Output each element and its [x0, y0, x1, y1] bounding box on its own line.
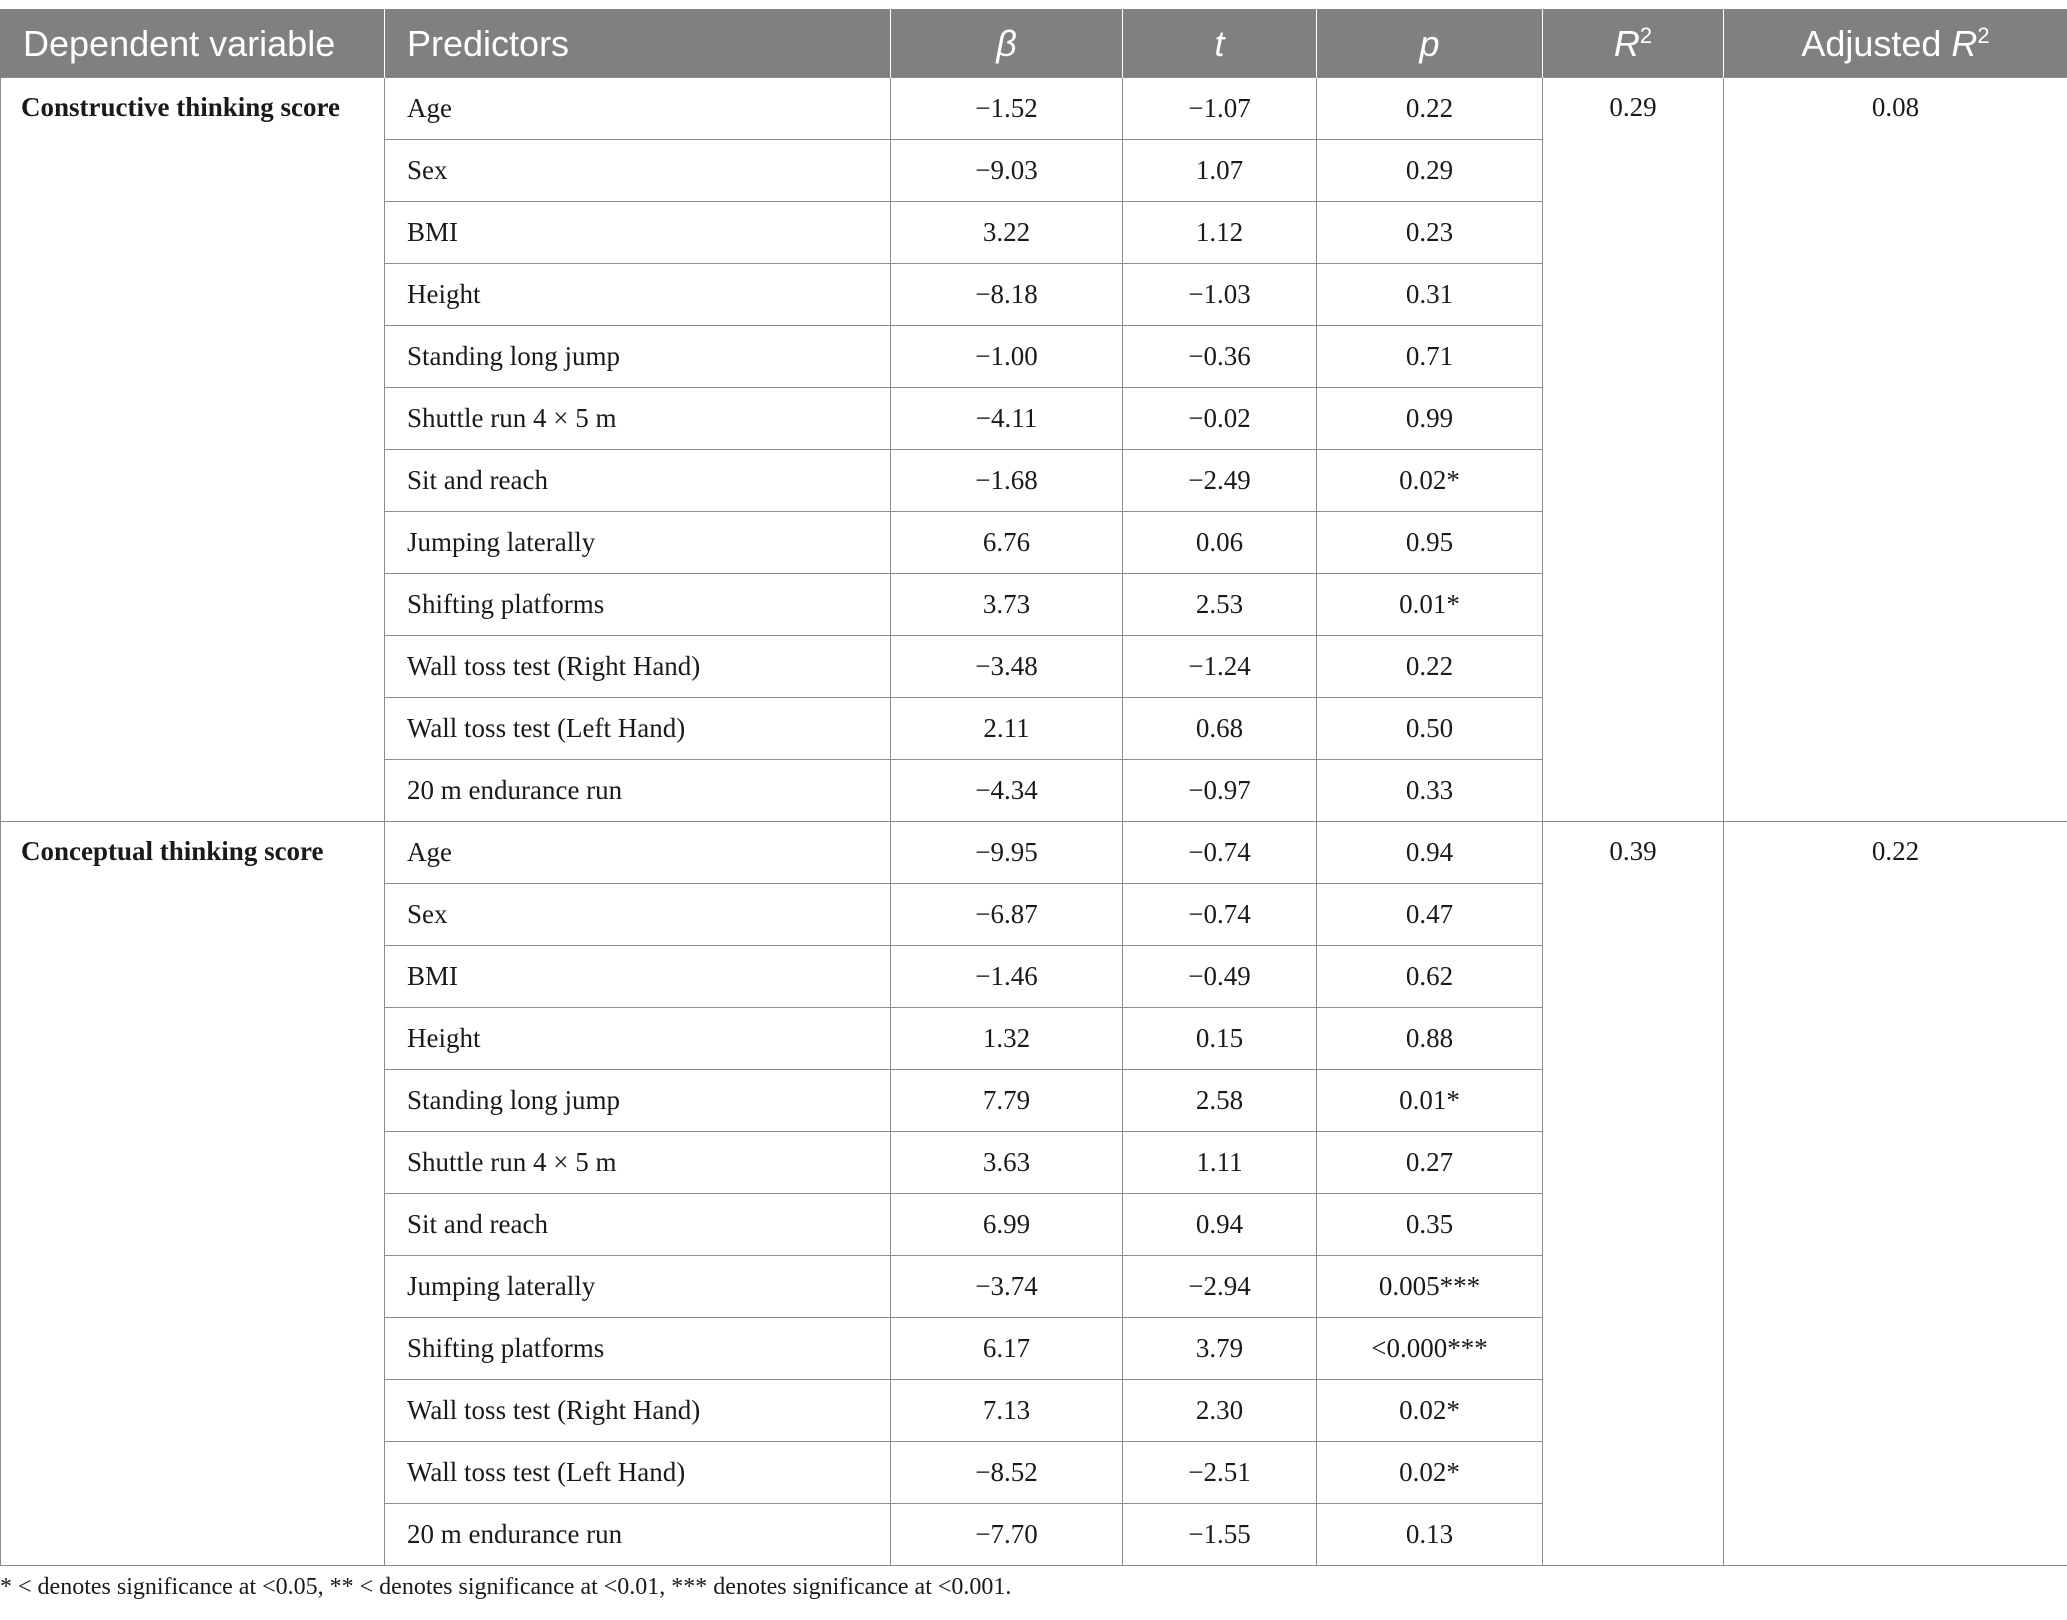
beta-cell: −1.46 — [891, 946, 1123, 1008]
r-squared-cell: 0.29 — [1543, 78, 1724, 822]
p-cell: 0.22 — [1317, 78, 1543, 140]
p-cell: 0.33 — [1317, 760, 1543, 822]
p-cell: 0.01* — [1317, 1070, 1543, 1132]
predictor-cell: Jumping laterally — [385, 512, 891, 574]
table-row — [1, 78, 2067, 140]
p-cell: 0.22 — [1317, 636, 1543, 698]
p-cell: 0.71 — [1317, 326, 1543, 388]
header-r-squared-var: R — [1613, 22, 1640, 64]
p-cell: 0.02* — [1317, 1442, 1543, 1504]
beta-cell: 3.22 — [891, 202, 1123, 264]
beta-cell: 6.76 — [891, 512, 1123, 574]
t-cell: 1.07 — [1123, 140, 1317, 202]
r-squared-cell: 0.39 — [1543, 822, 1724, 1566]
header-p-label: p — [1419, 22, 1440, 64]
beta-cell: −9.95 — [891, 822, 1123, 884]
p-cell: 0.13 — [1317, 1504, 1543, 1566]
beta-cell: −9.03 — [891, 140, 1123, 202]
table-body — [1, 78, 2067, 1566]
beta-cell: −7.70 — [891, 1504, 1123, 1566]
p-cell: 0.94 — [1317, 822, 1543, 884]
header-r-squared — [1543, 10, 1724, 78]
beta-cell: −1.00 — [891, 326, 1123, 388]
p-cell: 0.31 — [1317, 264, 1543, 326]
beta-cell: −3.74 — [891, 1256, 1123, 1318]
t-cell: −1.55 — [1123, 1504, 1317, 1566]
predictor-cell: Sit and reach — [385, 450, 891, 512]
t-cell: 0.06 — [1123, 512, 1317, 574]
predictor-cell: Shifting platforms — [385, 574, 891, 636]
p-cell: 0.23 — [1317, 202, 1543, 264]
predictor-cell: 20 m endurance run — [385, 760, 891, 822]
t-cell: 1.11 — [1123, 1132, 1317, 1194]
t-cell: −1.24 — [1123, 636, 1317, 698]
header-adjusted-r-squared — [1724, 10, 2067, 78]
beta-cell: 6.17 — [891, 1318, 1123, 1380]
predictor-cell: Age — [385, 78, 891, 140]
t-cell: −2.94 — [1123, 1256, 1317, 1318]
table-header — [1, 10, 2067, 78]
p-cell: <0.000*** — [1317, 1318, 1543, 1380]
header-predictors: Predictors — [385, 10, 891, 78]
dependent-variable-cell: Conceptual thinking score — [1, 822, 385, 1566]
beta-cell: −1.52 — [891, 78, 1123, 140]
t-cell: 2.53 — [1123, 574, 1317, 636]
header-adjusted-label: Adjusted — [1801, 22, 1952, 64]
regression-table — [0, 9, 2067, 1566]
beta-cell: 3.63 — [891, 1132, 1123, 1194]
p-cell: 0.005*** — [1317, 1256, 1543, 1318]
predictor-cell: Wall toss test (Left Hand) — [385, 1442, 891, 1504]
beta-cell: −3.48 — [891, 636, 1123, 698]
beta-cell: 2.11 — [891, 698, 1123, 760]
p-cell: 0.29 — [1317, 140, 1543, 202]
t-cell: −1.03 — [1123, 264, 1317, 326]
t-cell: −1.07 — [1123, 78, 1317, 140]
adjusted-r-squared-cell: 0.08 — [1724, 78, 2067, 822]
beta-cell: −8.52 — [891, 1442, 1123, 1504]
p-cell: 0.02* — [1317, 450, 1543, 512]
beta-cell: −4.11 — [891, 388, 1123, 450]
predictor-cell: Sit and reach — [385, 1194, 891, 1256]
beta-cell: 6.99 — [891, 1194, 1123, 1256]
header-adjusted-r-exp: 2 — [1977, 22, 1990, 48]
p-cell: 0.95 — [1317, 512, 1543, 574]
beta-cell: −1.68 — [891, 450, 1123, 512]
beta-cell: 7.13 — [891, 1380, 1123, 1442]
t-cell: 3.79 — [1123, 1318, 1317, 1380]
t-cell: 1.12 — [1123, 202, 1317, 264]
beta-cell: −6.87 — [891, 884, 1123, 946]
t-cell: −0.36 — [1123, 326, 1317, 388]
t-cell: 2.58 — [1123, 1070, 1317, 1132]
predictor-cell: Shifting platforms — [385, 1318, 891, 1380]
t-cell: −0.02 — [1123, 388, 1317, 450]
t-cell: −0.74 — [1123, 822, 1317, 884]
predictor-cell: Wall toss test (Right Hand) — [385, 1380, 891, 1442]
p-cell: 0.47 — [1317, 884, 1543, 946]
t-cell: −2.49 — [1123, 450, 1317, 512]
predictor-cell: Shuttle run 4 × 5 m — [385, 1132, 891, 1194]
predictor-cell: Standing long jump — [385, 1070, 891, 1132]
header-beta — [891, 10, 1123, 78]
predictor-cell: 20 m endurance run — [385, 1504, 891, 1566]
p-cell: 0.01* — [1317, 574, 1543, 636]
p-cell: 0.27 — [1317, 1132, 1543, 1194]
p-cell: 0.50 — [1317, 698, 1543, 760]
table-footnote: * < denotes significance at <0.05, ** < denotes significance at <0.01, *** denotes significance at <0.001. — [0, 1574, 1012, 1600]
predictor-cell: Sex — [385, 140, 891, 202]
t-cell: −0.97 — [1123, 760, 1317, 822]
predictor-cell: Shuttle run 4 × 5 m — [385, 388, 891, 450]
beta-cell: 7.79 — [891, 1070, 1123, 1132]
predictor-cell: Wall toss test (Right Hand) — [385, 636, 891, 698]
header-beta-label: β — [996, 22, 1017, 64]
predictor-cell: BMI — [385, 946, 891, 1008]
p-cell: 0.02* — [1317, 1380, 1543, 1442]
table-row — [1, 822, 2067, 884]
predictor-cell: Height — [385, 264, 891, 326]
predictor-cell: Age — [385, 822, 891, 884]
predictor-cell: Height — [385, 1008, 891, 1070]
header-row — [1, 10, 2067, 78]
predictor-cell: Sex — [385, 884, 891, 946]
p-cell: 0.35 — [1317, 1194, 1543, 1256]
predictor-cell: Wall toss test (Left Hand) — [385, 698, 891, 760]
p-cell: 0.99 — [1317, 388, 1543, 450]
header-t-label: t — [1214, 22, 1225, 64]
beta-cell: −8.18 — [891, 264, 1123, 326]
header-dependent-variable: Dependent variable — [1, 10, 385, 78]
t-cell: 0.15 — [1123, 1008, 1317, 1070]
beta-cell: −4.34 — [891, 760, 1123, 822]
t-cell: −0.49 — [1123, 946, 1317, 1008]
beta-cell: 1.32 — [891, 1008, 1123, 1070]
t-cell: −0.74 — [1123, 884, 1317, 946]
adjusted-r-squared-cell: 0.22 — [1724, 822, 2067, 1566]
t-cell: −2.51 — [1123, 1442, 1317, 1504]
header-t — [1123, 10, 1317, 78]
header-r-squared-exp: 2 — [1639, 22, 1653, 48]
predictor-cell: BMI — [385, 202, 891, 264]
t-cell: 2.30 — [1123, 1380, 1317, 1442]
predictor-cell: Jumping laterally — [385, 1256, 891, 1318]
dependent-variable-cell: Constructive thinking score — [1, 78, 385, 822]
predictor-cell: Standing long jump — [385, 326, 891, 388]
t-cell: 0.68 — [1123, 698, 1317, 760]
header-adjusted-r-var: R — [1951, 22, 1978, 64]
p-cell: 0.62 — [1317, 946, 1543, 1008]
header-p — [1317, 10, 1543, 78]
t-cell: 0.94 — [1123, 1194, 1317, 1256]
beta-cell: 3.73 — [891, 574, 1123, 636]
p-cell: 0.88 — [1317, 1008, 1543, 1070]
